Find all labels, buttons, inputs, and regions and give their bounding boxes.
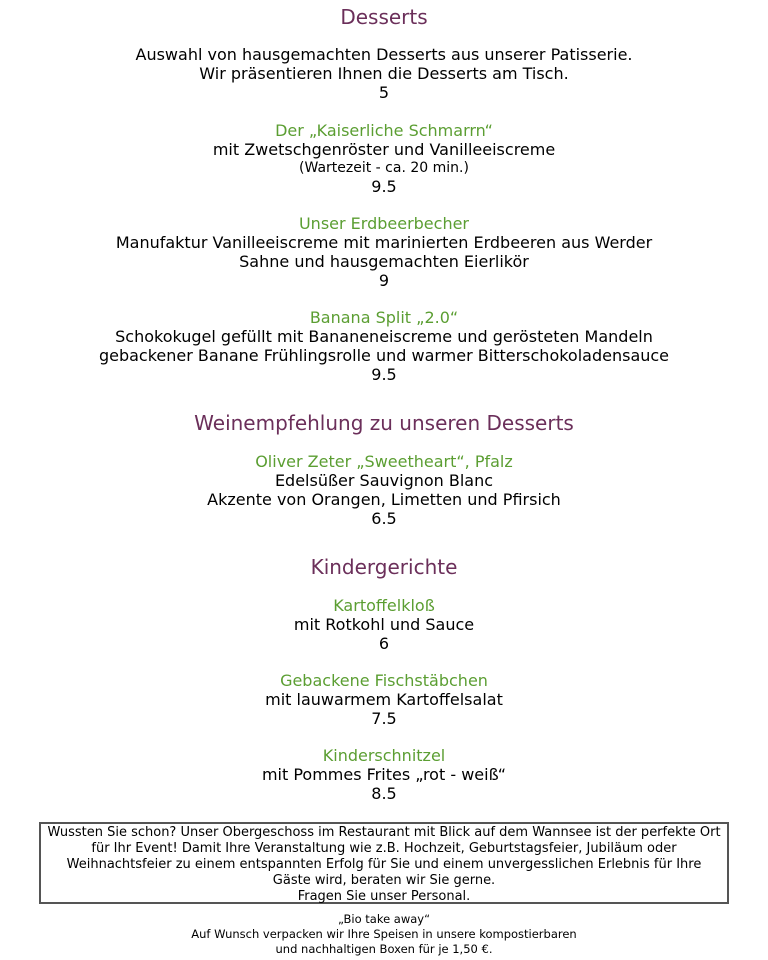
- wine-name: Oliver Zeter „Sweetheart“, Pfalz: [255, 452, 513, 471]
- kids-price: 7.5: [371, 709, 397, 728]
- dessert-desc: mit Zwetschgenröster und Vanilleeiscreme: [212, 140, 556, 159]
- wine-title: Weinempfehlung zu unseren Desserts: [194, 411, 574, 435]
- wine-price: 6.5: [371, 509, 397, 528]
- dessert-price: 9.5: [371, 365, 397, 384]
- dessert-desc: Manufaktur Vanilleeiscreme mit marinierten Erdbeeren aus Werder: [115, 233, 653, 252]
- dessert-price: 9.5: [371, 177, 397, 196]
- event-info-box: [39, 822, 729, 904]
- footer-title: „Bio take away“: [337, 912, 431, 926]
- kids-desc: mit Pommes Frites „rot - weiß“: [261, 765, 507, 784]
- wine-desc: Edelsüßer Sauvignon Blanc: [274, 471, 494, 490]
- info-line: für Ihr Event! Damit Ihre Veranstaltung wie z.B. Hochzeit, Geburtstagsfeier, Jubiläum oder: [91, 841, 677, 856]
- dessert-note: (Wartezeit - ca. 20 min.): [299, 160, 469, 176]
- kids-price: 8.5: [371, 784, 397, 803]
- kids-name: Kartoffelkloß: [333, 596, 435, 615]
- dessert-desc: Sahne und hausgemachten Eierlikör: [239, 252, 529, 271]
- kids-desc: mit Rotkohl und Sauce: [293, 615, 475, 634]
- dessert-desc: Schokokugel gefüllt mit Bananeneiscreme und gerösteten Mandeln: [115, 327, 653, 346]
- desserts-intro-line-1: Auswahl von hausgemachten Desserts aus unserer Patisserie.: [135, 45, 633, 64]
- kids-name: Gebackene Fischstäbchen: [280, 671, 488, 690]
- wine-desc: Akzente von Orangen, Limetten und Pfirsich: [207, 490, 561, 509]
- footer-line: Auf Wunsch verpacken wir Ihre Speisen in unsere kompostierbaren: [191, 927, 577, 941]
- kids-title: Kindergerichte: [310, 555, 458, 579]
- info-line: Gäste wird, beraten wir Sie gerne.: [272, 873, 496, 888]
- info-line: Wussten Sie schon? Unser Obergeschoss im Restaurant mit Blick auf dem Wannsee ist der perfekte Ort: [47, 825, 721, 840]
- kids-name: Kinderschnitzel: [322, 746, 446, 765]
- kids-desc: mit lauwarmem Kartoffelsalat: [265, 690, 503, 709]
- dessert-name: Der „Kaiserliche Schmarrn“: [275, 121, 493, 140]
- dessert-price: 9: [378, 271, 390, 290]
- dessert-desc: gebackener Banane Frühlingsrolle und warmer Bitterschokoladensauce: [98, 346, 670, 365]
- desserts-intro-line-2: Wir präsentieren Ihnen die Desserts am Tisch.: [199, 64, 569, 83]
- info-line: Weihnachtsfeier zu einem entspannten Erfolg für Sie und einem unvergesslichen Erlebnis für Ihre: [66, 857, 702, 872]
- info-line: Fragen Sie unser Personal.: [297, 889, 471, 904]
- desserts-intro-price: 5: [378, 83, 390, 102]
- dessert-name: Banana Split „2.0“: [309, 308, 459, 327]
- footer-line: und nachhaltigen Boxen für je 1,50 €.: [275, 942, 493, 956]
- desserts-title: Desserts: [340, 5, 428, 29]
- kids-price: 6: [378, 634, 390, 653]
- dessert-name: Unser Erdbeerbecher: [298, 214, 470, 233]
